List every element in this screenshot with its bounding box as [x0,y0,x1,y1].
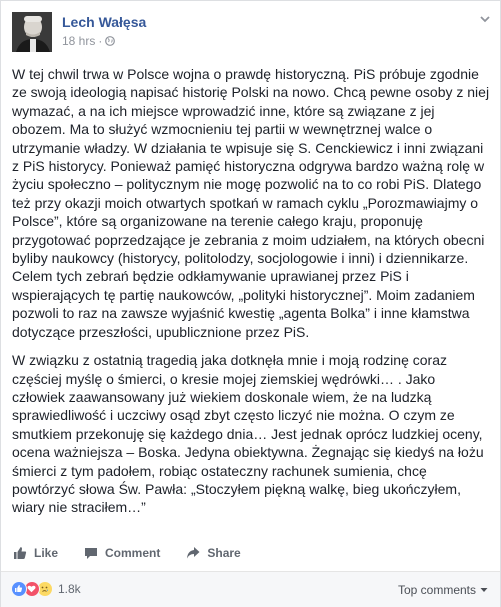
post-meta [62,34,115,48]
comment-button[interactable] [84,546,160,560]
like-reaction-icon [11,581,27,597]
post-header [12,12,492,52]
post-body [12,65,490,527]
avatar[interactable] [12,12,52,52]
reaction-count[interactable]: 1.8k [58,582,81,596]
comment-icon [84,546,98,560]
reaction-summary[interactable] [11,581,81,597]
sort-label: Top comments [397,583,476,597]
share-icon [186,546,200,560]
chevron-down-icon[interactable] [478,12,492,26]
meta-separator: · [98,34,103,48]
share-label: Share [207,546,241,560]
timestamp[interactable]: 18 hrs [62,34,96,48]
post-paragraph-1: W tej chwil trwa w Polsce wojna o prawdę historyczną. PiS próbuje zgodnie ze swoją ideologią napisać historię Polski na nowo. Chcą pewne osoby z niej wymazać, a na ich miejsce wprowadzić inne, które są związane z jej obozem. Ma to służyć wzmocnieniu tej partii w wewnętrznej walce o utrzymanie władzy. W działania te wpisuje się S. Cenckiewicz i inni związani z PiS historycy. Ponieważ pamięć historyczna odgrywa bardzo ważną rolę w życiu społeczno – politycznym nie mogę pozwolić na to co robi PiS. Dlatego też przy okazji moich otwartych spotkań w ramach cyklu „Porozmawiajmy o Polsce”, które są organizowane na terenie całego kraju, proponuję przygotować poprzedzające je zebrania z moim udziałem, na których obecni byliby naukowcy (historycy, politolodzy, socjologowie i inni) i dziennikarze. Celem tych zebrań będzie odkłamywanie uprawianej przez PiS i wspierających tę partię naukowców, „polityki historycznej”. Moim zadaniem pozwoli to raz na zawsze wyjaśnić kwestię „agenta Bolka” i inne kłamstwa dotyczące przeszłości, upublicznione przez PiS. [12,66,490,340]
caret-down-icon [480,586,488,594]
author-name[interactable]: Lech Wałęsa [62,14,147,30]
action-bar [13,542,491,564]
like-label: Like [34,546,59,560]
reactions-bar [1,572,500,607]
globe-icon[interactable] [105,36,115,46]
like-button[interactable] [13,546,58,560]
share-button[interactable] [186,546,240,560]
thumbs-up-icon [13,546,27,560]
comment-sort-dropdown[interactable] [398,583,488,597]
avatar-photo [12,12,52,52]
comment-label: Comment [105,546,161,560]
post-paragraph-2: W związku z ostatnią tragedią jaka dotknęła mnie i moją rodzinę coraz częściej myślę o śmierci, o kresie mojej ziemskiej wędrówki… . Jako człowiek zaawansowany już wiekiem doskonale wiem, że na ludzką sprawiedliwość i uczciwy osąd zbyt często liczyć nie można. O czym ze smutkiem przekonuję się każdego dnia… Jest jednak oprócz ludzkiej oceny, ocena ważniejsza – Boska. Jedyna obiektywna. Żegnając się kiedyś na łożu śmierci z tym padołem, robiąc ostateczny rachunek sumienia, chcę powtórzyć słowa Św. Pawła: „Stoczyłem piękną walkę, bieg ukończyłem, wiary nie straciłem…” [12,352,484,516]
